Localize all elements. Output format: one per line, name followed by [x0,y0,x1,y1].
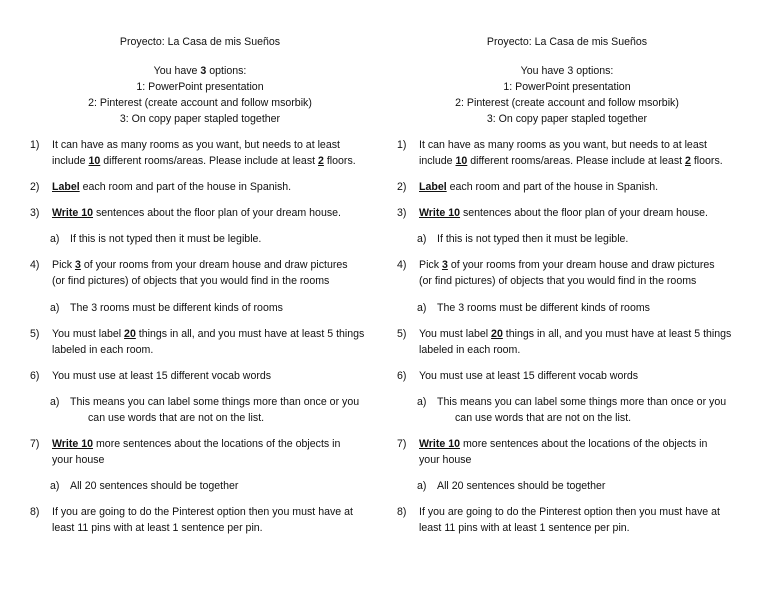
options-intro: You have 3 options: [153,65,247,77]
list-item-4: 4) Pick 3 of your rooms from your dream house and draw pictures (or find pictures) of objects that you would find in the rooms [397,259,715,287]
options-block [30,63,370,127]
list-item-6: 6) You must use at least 15 different vocab words [397,370,639,382]
right-column [397,34,737,536]
sub-item-3a: a) If this is not typed then it must be legible. [417,233,629,245]
sub-item-4a: a) The 3 rooms must be different kinds of rooms [50,302,283,314]
list-item-7: 7) Write 10 more sentences about the locations of the objects in your house [397,438,708,466]
project-title: Proyecto: La Casa de mis Sueños [119,36,281,48]
list-item-7: 7) Write 10 more sentences about the locations of the objects in your house [30,438,341,466]
sub-item-7a: a) All 20 sentences should be together [417,480,606,492]
option-1: 1: PowerPoint presentation [503,81,631,93]
list-item-5: 5) You must label 20 things in all, and you must have at least 5 things labeled in each room. [397,328,732,356]
list-item-3: 3) Write 10 sentences about the floor plan of your dream house. [397,207,708,219]
options-intro: You have 3 options: [520,65,614,77]
list-item-6: 6) You must use at least 15 different vocab words [30,370,272,382]
sub-item-4a: a) The 3 rooms must be different kinds of rooms [417,302,650,314]
sub-item-3a: a) If this is not typed then it must be legible. [50,233,262,245]
list-item-2: 2) Label each room and part of the house in Spanish. [397,181,659,193]
option-3: 3: On copy paper stapled together [486,113,648,125]
list-item-2: 2) Label each room and part of the house in Spanish. [30,181,292,193]
item-number: 1) [30,139,40,151]
sub-item-6a: a) This means you can label some things more than once or you can use words that are not on the list. [50,396,360,424]
options-count: 3 [200,65,207,77]
project-title: Proyecto: La Casa de mis Sueños [486,36,648,48]
sub-item-6a: a) This means you can label some things more than once or you can use words that are not on the list. [417,396,727,424]
list-item-3: 3) Write 10 sentences about the floor plan of your dream house. [30,207,341,219]
option-1: 1: PowerPoint presentation [136,81,264,93]
option-3: 3: On copy paper stapled together [119,113,281,125]
list-item-4: 4) Pick 3 of your rooms from your dream house and draw pictures (or find pictures) of objects that you would find in the rooms [30,259,348,287]
list-item-1: 1) It can have as many rooms as you want, but needs to at least include 10 different rooms/areas. Please include at least 2 floors. [30,139,356,167]
option-2: 2: Pinterest (create account and follow msorbik) [455,97,679,109]
list-item-1: 1) It can have as many rooms as you want, but needs to at least include 10 different rooms/areas. Please include at least 2 floors. [397,139,723,167]
left-column [30,34,370,536]
list-item-8: 8) If you are going to do the Pinterest option then you must have at least 11 pins with at least 1 sentence per pin. [397,506,720,534]
sub-item-7a: a) All 20 sentences should be together [50,480,239,492]
options-block [397,63,737,127]
options-count: 3 [567,65,574,77]
list-item-8: 8) If you are going to do the Pinterest option then you must have at least 11 pins with at least 1 sentence per pin. [30,506,353,534]
option-2: 2: Pinterest (create account and follow msorbik) [88,97,312,109]
list-item-5: 5) You must label 20 things in all, and you must have at least 5 things labeled in each room. [30,328,365,356]
